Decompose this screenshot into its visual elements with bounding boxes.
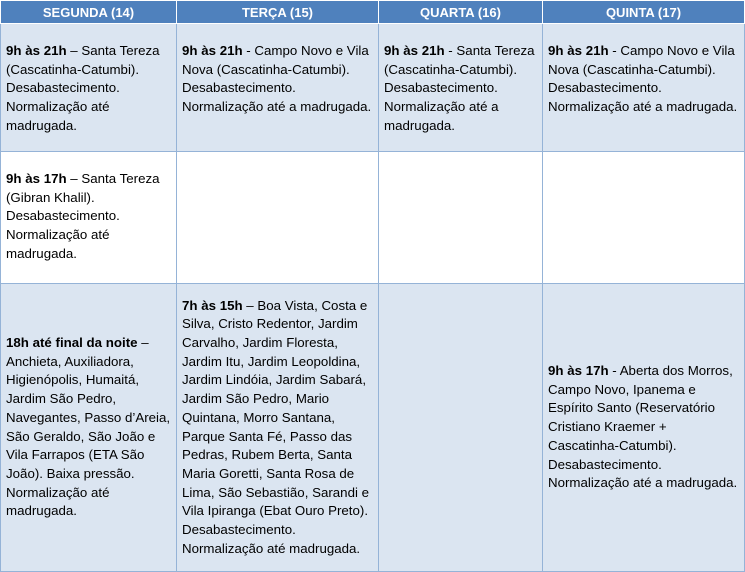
cell-time: 9h às 17h [6,171,67,186]
cell-monday-2 [1,152,177,284]
table-row [1,24,745,152]
header-thursday: QUINTA (17) [543,1,745,24]
cell-monday-1 [1,24,177,152]
cell-text: - Campo Novo e Vila Nova (Cascatinha-Catumbi). Desabastecimento. Normalização até a madrugada. [548,43,738,115]
cell-thursday-1 [543,24,745,152]
cell-text: - Santa Tereza (Cascatinha-Catumbi). Desabastecimento. Normalização até a madrugada. [384,43,535,133]
table-row [1,152,745,284]
cell-time: 9h às 17h [548,363,609,379]
table-row [1,284,745,572]
cell-text: – Boa Vista, Costa e Silva, Cristo Redentor, Jardim Carvalho, Jardim Floresta, Jardim Itu, Jardim Leopoldina, Jardim Lindóia, Jardim Sabará, Jardim São Pedro, Mario Quintana, Morro Santana, Parque Santa Fé, Passo das Pedras, Rubem Berta, Santa Maria Goretti, Santa Rosa de Lima, São Sebastião, Sarandi e Vila Ipiranga (Ebat Ouro Preto). Desabastecimento. Normalização até madrugada. [182,297,370,556]
cell-wednesday-3 [379,284,543,572]
header-row [1,1,745,24]
cell-text: - Aberta dos Morros, Campo Novo, Ipanema e Espírito Santo (Reservatório Cristiano Kraemer + Cascatinha-Catumbi). Desabastecimento. Normalização até a madrugada. [548,363,738,491]
cell-time: 9h às 21h [548,43,609,58]
cell-time: 9h às 21h [6,43,67,58]
cell-wednesday-1 [379,24,543,152]
table-body [1,24,745,572]
cell-text: – Anchieta, Auxiliadora, Higienópolis, Humaitá, Jardim São Pedro, Navegantes, Passo d’Areia, São Geraldo, São João e Vila Farrapos (ETA São João). Baixa pressão. Normalização até madrugada. [6,334,171,519]
cell-monday-3 [1,284,177,572]
cell-text: – Santa Tereza (Gibran Khalil). Desabastecimento. Normalização até madrugada. [6,171,160,261]
cell-time: 18h até final da noite [6,334,138,350]
cell-tuesday-3 [177,284,379,572]
cell-thursday-2 [543,152,745,284]
cell-wednesday-2 [379,152,543,284]
cell-thursday-3 [543,284,745,572]
cell-tuesday-1 [177,24,379,152]
cell-text: - Campo Novo e Vila Nova (Cascatinha-Catumbi). Desabastecimento. Normalização até a madrugada. [182,43,372,115]
cell-time: 9h às 21h [182,43,243,58]
table-header [1,1,745,24]
header-tuesday: TERÇA (15) [177,1,379,24]
header-monday: SEGUNDA (14) [1,1,177,24]
cell-time: 9h às 21h [384,43,445,58]
header-wednesday: QUARTA (16) [379,1,543,24]
cell-time: 7h às 15h [182,297,243,313]
cell-text: – Santa Tereza (Cascatinha-Catumbi). Desabastecimento. Normalização até madrugada. [6,43,160,133]
cell-tuesday-2 [177,152,379,284]
